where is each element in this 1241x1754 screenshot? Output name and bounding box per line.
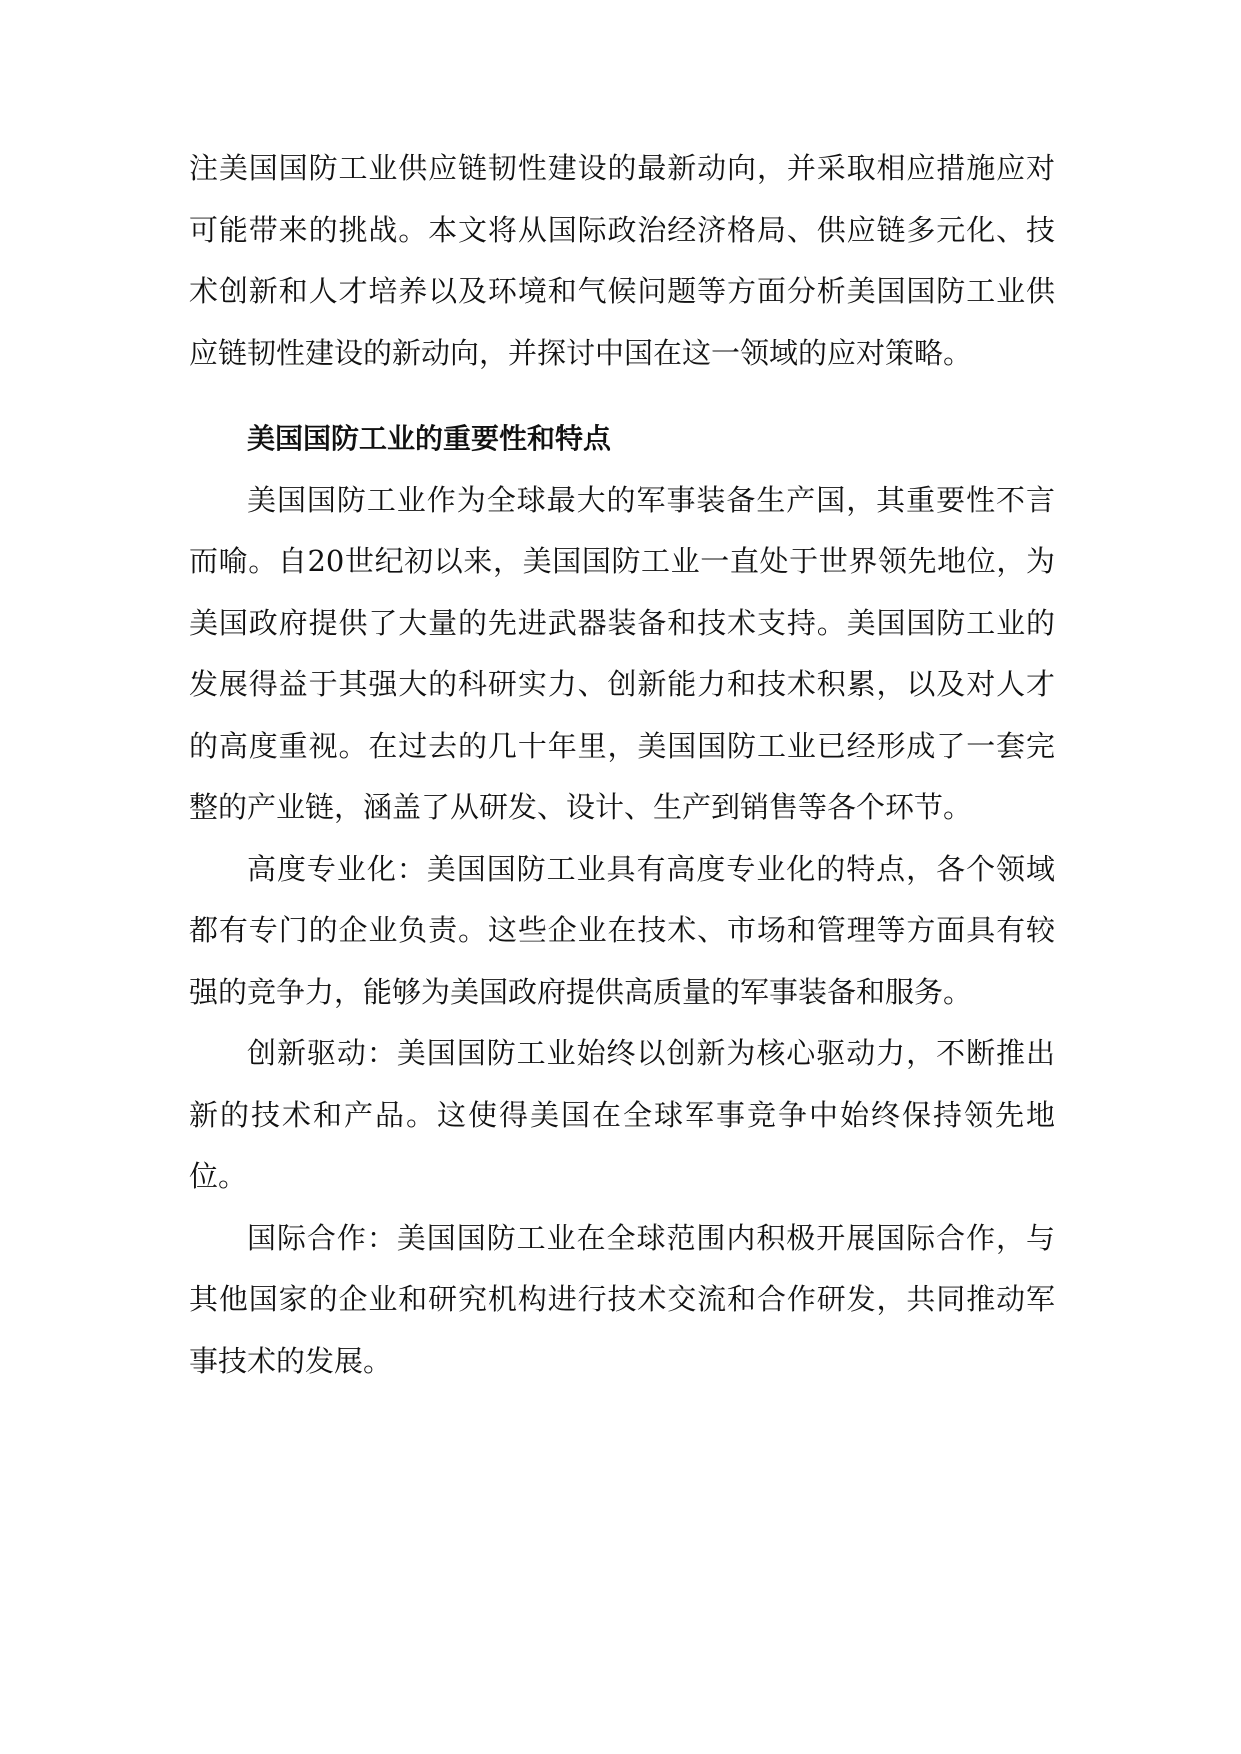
paragraph-cooperation: 国际合作：美国国防工业在全球范围内积极开展国际合作，与其他国家的企业和研究机构进行技术交流和合作研发，共同推动军事技术的发展。: [189, 1220, 1055, 1378]
paragraph-specialization: 高度专业化：美国国防工业具有高度专业化的特点，各个领域都有专门的企业负责。这些企业在技术、市场和管理等方面具有较强的竞争力，能够为美国政府提供高质量的军事装备和服务。: [189, 851, 1055, 1009]
intro-paragraph: 注美国国防工业供应链韧性建设的最新动向，并采取相应措施应对可能带来的挑战。本文将从国际政治经济格局、供应链多元化、技术创新和人才培养以及环境和气候问题等方面分析美国国防工业供应链韧性建设的新动向，并探讨中国在这一领域的应对策略。: [189, 151, 1055, 370]
section-heading: 美国国防工业的重要性和特点: [247, 422, 612, 455]
document-body: [189, 138, 1055, 1392]
paragraph-importance: 美国国防工业作为全球最大的军事装备生产国，其重要性不言而喻。自20世纪初以来，美国国防工业一直处于世界领先地位，为美国政府提供了大量的先进武器装备和技术支持。美国国防工业的发展得益于其强大的科研实力、创新能力和技术积累，以及对人才的高度重视。在过去的几十年里，美国国防工业已经形成了一套完整的产业链，涵盖了从研发、设计、生产到销售等各个环节。: [189, 482, 1055, 824]
paragraph-innovation: 创新驱动：美国国防工业始终以创新为核心驱动力，不断推出新的技术和产品。这使得美国在全球军事竞争中始终保持领先地位。: [189, 1036, 1055, 1193]
